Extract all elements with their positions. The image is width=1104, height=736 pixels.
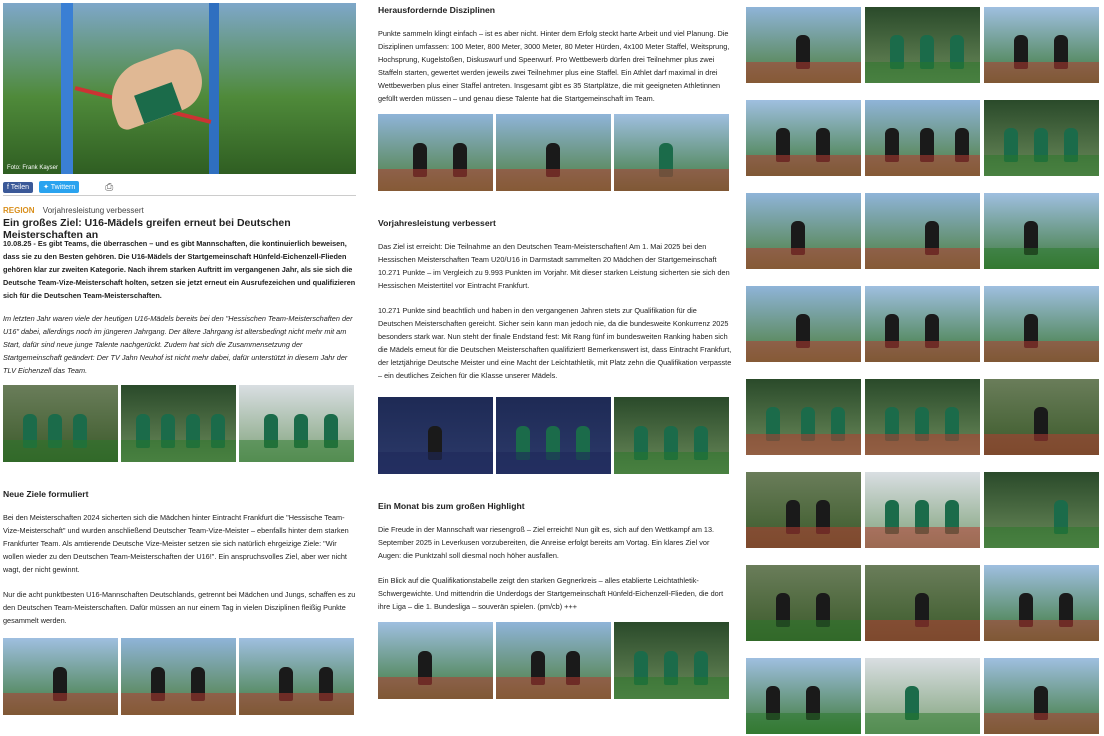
share-bar (3, 181, 113, 193)
section-heading: Vorjahresleistung verbessert (378, 218, 496, 228)
gallery-photo[interactable] (984, 658, 1099, 734)
gallery-photo[interactable] (865, 658, 980, 734)
hero-photo[interactable] (3, 3, 356, 174)
race-photo[interactable] (121, 638, 236, 715)
article-lead: 10.08.25 - Es gibt Teams, die überraschen – und es gibt Mannschaften, die kontinuierlich beweisen, dass sie zu den Besten gehören. Die U16-Mädels der Startgemeinschaft Hünfeld-Eichenzell-Flieden gehören klar zur zweiten Kategorie. Nach ihrem starken Auftritt im vergangenen Jahr, als sie sich die Deutsche Team-Vize-Meisterschaft holten, setzen sie jetzt erneut ein Ausrufezeichen und qualifizieren sich für die Deutschen Team-Meisterschaften. (3, 239, 356, 300)
high-jump-pole (209, 3, 219, 174)
gallery-photo[interactable] (984, 100, 1099, 176)
photo-row (378, 622, 729, 699)
hurdles-photo[interactable] (378, 114, 493, 191)
section-paragraph: Bei den Meisterschaften 2024 sicherten sich die Mädchen hinter Eintracht Frankfurt die "Hessische Team-Vize-Meisterschaft" und wurden anschließend Deutscher Team-Vize-Meister – ebenfalls hinter dem starken Frankfurter Team. Als amtierende Deutsche Vize-Meister setzen sie sich natürlich ehrgeizige Ziele: "Wir wollen wieder zu den Deutschen Team-Meisterschaften der U16!". Ein anspruchsvolles Ziel, aber wer nicht wagt, der nicht gewinnt. (3, 513, 349, 574)
section-paragraph: Das Ziel ist erreicht: Die Teilnahme an den Deutschen Team-Meisterschaften! Am 1. Mai 2025 bei den Hessischen Meisterschaften Team U20/U16 in Darmstadt sammelten 20 Mädchen der Startgemeinschaft 10.271 Punkte – im Vergleich zu 9.993 Punkten im Vorjahr. Mit dieser starken Leistung sicherten sie sich den Hessischen Meistertitel vor Eintracht Frankfurt. (378, 242, 730, 290)
gallery-photo[interactable] (984, 565, 1099, 641)
gallery-photo[interactable] (865, 472, 980, 548)
gallery-photo[interactable] (865, 193, 980, 269)
hurdles-photo[interactable] (496, 622, 611, 699)
team-photo[interactable] (614, 622, 729, 699)
gallery-photo[interactable] (865, 379, 980, 455)
gallery-photo[interactable] (746, 658, 861, 734)
gallery-photo[interactable] (746, 286, 861, 362)
photo-row (3, 638, 354, 715)
section-heading: Herausfordernde Disziplinen (378, 5, 495, 15)
team-photo[interactable] (239, 385, 354, 462)
photo-row (378, 397, 729, 474)
twitter-icon: ✦ (43, 184, 51, 191)
photo-row (378, 114, 729, 191)
region-label[interactable]: REGION (3, 206, 35, 215)
team-photo[interactable] (614, 397, 729, 474)
team-photo[interactable] (3, 385, 118, 462)
team-photo[interactable] (378, 397, 493, 474)
gallery-photo[interactable] (984, 193, 1099, 269)
gallery-photo[interactable] (865, 7, 980, 83)
gallery-photo[interactable] (984, 286, 1099, 362)
race-photo[interactable] (496, 114, 611, 191)
section-paragraph: Ein Blick auf die Qualifikationstabelle zeigt den starken Gegnerkreis – alles etablierte Leichtathletik-Schwergewichte. Und mittendrin die Underdogs der Startgemeinschaft Hünfeld-Eichenzell-Flieden, die dort ihre Liga – die 1. Bundesliga – souverän spielen. (pm/cb) +++ (378, 576, 724, 611)
gallery-photo[interactable] (746, 379, 861, 455)
gallery-photo[interactable] (984, 472, 1099, 548)
gallery-photo[interactable] (746, 100, 861, 176)
team-photo[interactable] (496, 397, 611, 474)
photo-credit: Foto: Frank Kayser (7, 165, 59, 171)
gallery-photo[interactable] (746, 472, 861, 548)
divider (3, 195, 356, 196)
article-kicker (3, 206, 144, 215)
facebook-icon: f (7, 183, 11, 191)
section-paragraph: Punkte sammeln klingt einfach – ist es aber nicht. Hinter dem Erfolg steckt harte Arbeit und viel Planung. Die Disziplinen umfassen: 100 Meter, 800 Meter, 3000 Meter, 80 Meter Hürden, 4x100 Meter Staffel, Weitsprung, Hochsprung, Kugelstoßen, Diskuswurf und Speerwurf. Pro Wettbewerb dürfen drei Teilnehmer plus zwei Staffeln starten, gewertet werden jeweils zwei Teilnehmer plus eine Staffel. Ein Athlet darf maximal in drei Wettbewerben plus einer Staffel antreten. Insgesamt gibt es 35 Startplätze, die mit geeigneten Athletinnen gefüllt werden müssen – und genau diese Talente hat die Startgemeinschaft im Team. (378, 29, 730, 103)
section-heading: Neue Ziele formuliert (3, 489, 89, 499)
gallery-photo[interactable] (746, 565, 861, 641)
article-title: Ein großes Ziel: U16-Mädels greifen erneut bei Deutschen Meisterschaften an (3, 217, 291, 241)
gallery-photo[interactable] (984, 379, 1099, 455)
section-heading: Ein Monat bis zum großen Highlight (378, 501, 525, 511)
race-photo[interactable] (378, 622, 493, 699)
section-paragraph: Nur die acht punktbesten U16-Mannschaften Deutschlands, getrennt bei Mädchen und Jungs, schaffen es zu den Deutschen Team-Meisterschaften. Dafür müssen an nur einem Tag in vielen Disziplinen fleißig Punkte gesammelt werden. (3, 590, 356, 625)
section-paragraph: Die Freude in der Mannschaft war riesengroß – Ziel erreicht! Nun gilt es, sich auf den Wettkampf am 13. September 2025 in Leverkusen vorzubereiten, die Anreise erfolgt bereits am Vortag. Ein klares Ziel vor Augen: die Punktzahl soll diesmal noch höher ausfallen. (378, 525, 715, 560)
printer-icon[interactable]: ⎙ (105, 181, 114, 193)
gallery-photo[interactable] (746, 193, 861, 269)
high-jump-photo[interactable] (614, 114, 729, 191)
gallery-photo[interactable] (984, 7, 1099, 83)
twitter-share-button[interactable]: ✦ Twittern (39, 181, 79, 193)
gallery-photo[interactable] (865, 100, 980, 176)
gallery-photo[interactable] (865, 565, 980, 641)
facebook-share-button[interactable]: f Teilen (3, 182, 33, 193)
category-label: Vorjahresleistung verbessert (42, 206, 144, 215)
gallery-photo[interactable] (865, 286, 980, 362)
team-photo[interactable] (121, 385, 236, 462)
high-jump-pole (61, 3, 73, 174)
photo-row (3, 385, 354, 462)
section-paragraph: 10.271 Punkte sind beachtlich und haben in den vergangenen Jahren stets zur Qualifikation für die Deutschen Meisterschaften gereicht. Sicher sein kann man jedoch nie, da die bundesweite Konkurrenz 2025 besonders stark war. Nun steht der finale Endstand fest: Mit Rang fünf im bundesweiten Ranking haben sich die Mädels erneut für die Deutschen Meisterschaften qualifiziert! Bemerkenswert ist, dass Eintracht Frankfurt, der letztjährige Deutsche Meister und eine Macht der Leichtathletik, mit Platz zehn die Qualifikation verpasste – ein deutliches Zeichen für die Klasse unserer Mädels. (378, 306, 732, 380)
gallery-grid (746, 7, 1099, 734)
race-photo[interactable] (239, 638, 354, 715)
race-photo[interactable] (3, 638, 118, 715)
gallery-photo[interactable] (746, 7, 861, 83)
article-intro-italic: Im letzten Jahr waren viele der heutigen U16-Mädels bereits bei den "Hessischen Team-Meisterschaften der U16" dabei, allerdings noch im jüngeren Jahrgang. Der ältere Jahrgang ist altersbedingt nicht mehr mit am Start, dafür sind neue junge Talente nachgerückt. Zudem hat sich die Zusammensetzung der Startgemeinschaft geändert: Der TV Jahn Neuhof ist nicht mehr dabei, dafür unterstützt in diesem Jahr der TLV Eichenzell das Team. (3, 314, 353, 375)
